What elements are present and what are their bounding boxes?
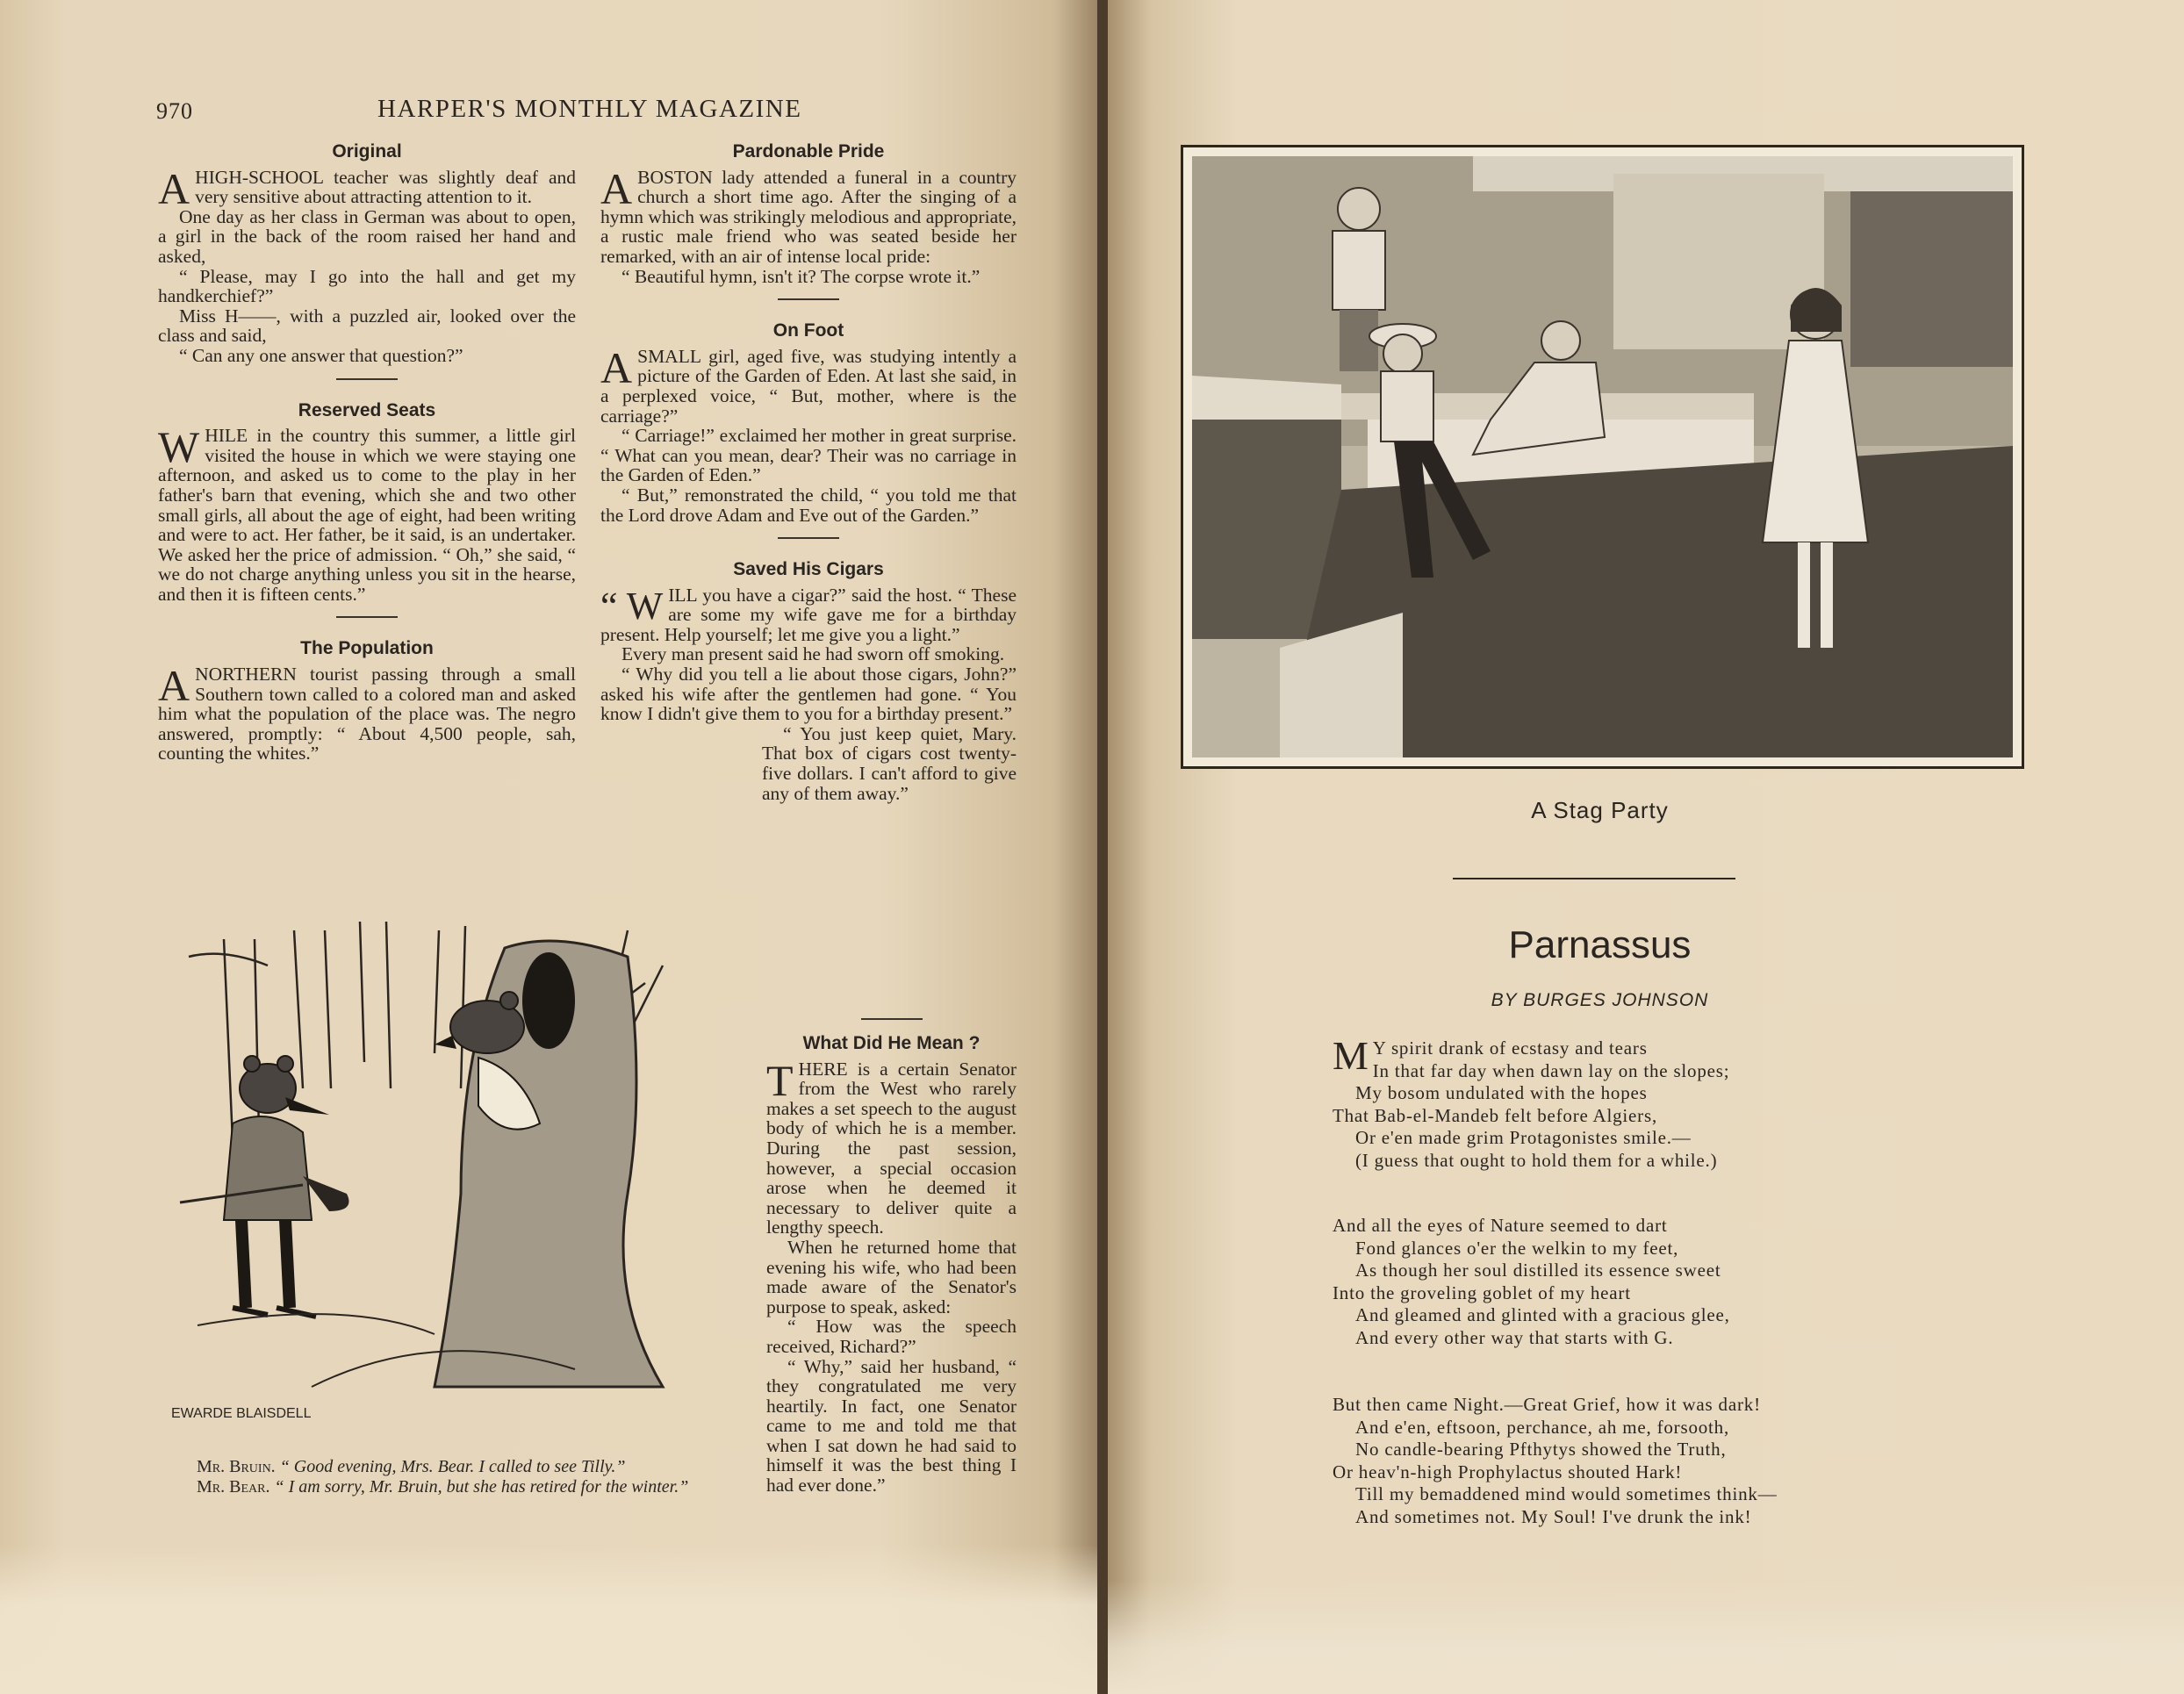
poem-line: As though her soul distilled its essence sweet xyxy=(1355,1260,1721,1281)
article-paragraph: “ But,” remonstrated the child, “ you told me that the Lord drove Adam and Eve out of the Garden.” xyxy=(600,484,1017,526)
mr-bruin-figure xyxy=(180,1056,349,1317)
article-paragraph: “ Please, may I go into the hall and get my handkerchief?” xyxy=(158,265,576,307)
article-title: Pardonable Pride xyxy=(732,141,885,162)
article-text: HIGH-SCHOOL teacher was slightly deaf and very sensitive about attracting attention to it. xyxy=(195,166,576,208)
article-population xyxy=(158,639,576,764)
article-paragraph: “ You just keep quiet, Mary. That box of cigars cost twenty-five dollars. I can't afford to give any of them away.” xyxy=(762,722,1017,804)
article-title: The Population xyxy=(300,638,434,659)
poem-title: Parnassus xyxy=(1508,923,1692,966)
article-paragraph xyxy=(766,1055,1017,1238)
poem-line: And sometimes not. My Soul! I've drunk the ink! xyxy=(1355,1505,1752,1527)
left-column-2 xyxy=(600,142,1017,803)
left-column-1 xyxy=(158,142,576,764)
article-paragraph: When he returned home that evening his wife, who had been made aware of the Senator's purpose to speak, asked: xyxy=(766,1236,1017,1317)
magazine-title: HARPER'S MONTHLY MAGAZINE xyxy=(377,95,802,123)
article-title: Reserved Seats xyxy=(298,399,436,420)
drop-cap: A xyxy=(158,163,190,213)
article-reserved-seats xyxy=(158,401,576,605)
poem-line: And e'en, eftsoon, perchance, ah me, forsooth, xyxy=(1355,1416,1730,1438)
article-paragraph: “ Carriage!” exclaimed her mother in great surprise. “ What can you mean, dear? Their was no carriage in the Garden of Eden.” xyxy=(600,425,1017,486)
dialogue-text: “ Good evening, Mrs. Bear. I called to see Tilly.” xyxy=(279,1457,626,1476)
poem-stanza-2 xyxy=(1333,1215,1947,1349)
article-original xyxy=(158,142,576,366)
article-paragraph: “ Why,” said her husband, “ they congratulated me very heartily. In fact, one Senator came to me and told me that when I sat down he had said to himself it was the best thing I had ever done.” xyxy=(766,1355,1017,1497)
article-saved-cigars xyxy=(600,560,1017,803)
poem-line: But then came Night.—Great Grief, how it was dark! xyxy=(1333,1394,1761,1415)
illustration-caption: A Stag Party xyxy=(1531,797,1669,823)
article-text: NORTHERN tourist passing through a small Southern town called to a colored man and asked him what the population of the place was. The negro answered, promptly: “ About 4,500 people, sah, counting the whites.” xyxy=(158,664,576,764)
caption-line xyxy=(176,1457,720,1477)
article-paragraph xyxy=(600,163,1017,267)
article-what-did-he-mean xyxy=(766,1034,1017,1496)
section-divider xyxy=(1453,878,1735,879)
drop-cap: A xyxy=(600,342,633,392)
article-paragraph: “ How was the speech received, Richard?” xyxy=(766,1316,1017,1357)
article-text: HILE in the country this summer, a little girl visited the house in which we were staying one afternoon, and asked us to come to the play in her father's barn that evening, which she and two other small girls, all about the age of eight, had been writing and were to act. Her father, be it said, is an undertaker. We asked her the price of admission. “ Oh,” she said, “ we do not charge anything unless you sit in the hearse, and then it is fifteen cents.” xyxy=(158,425,576,605)
poem-line: My bosom undulated with the hopes xyxy=(1355,1082,1648,1103)
book-gutter xyxy=(1097,0,1108,1694)
article-text: SMALL girl, aged five, was studying intently a picture of the Garden of Eden. At last she said, in a perplexed voice, “ But, mother, where is the carriage?” xyxy=(600,345,1017,427)
section-divider xyxy=(336,616,398,618)
poem-line: And every other way that starts with G. xyxy=(1355,1326,1674,1348)
drop-cap: W xyxy=(158,422,200,472)
drop-cap: “ W xyxy=(600,584,664,628)
illustration-frame xyxy=(1181,145,2024,769)
section-divider xyxy=(778,298,839,300)
article-paragraph: Miss H——, with a puzzled air, looked over the class and said, xyxy=(158,305,576,347)
poem-line: No candle-bearing Pfthytys showed the Truth, xyxy=(1355,1439,1727,1460)
caption-line xyxy=(176,1477,720,1497)
drop-cap: A xyxy=(600,163,633,213)
running-head xyxy=(156,95,1034,130)
drop-cap: M xyxy=(1333,1033,1369,1078)
poem-stanza-1 xyxy=(1333,1033,1947,1172)
poem-byline: BY BURGES JOHNSON xyxy=(1491,990,1709,1010)
article-title: On Foot xyxy=(772,320,844,341)
article-pardonable-pride xyxy=(600,142,1017,286)
drop-cap: A xyxy=(158,661,190,711)
poem-line: And all the eyes of Nature seemed to dart xyxy=(1333,1215,1668,1236)
article-paragraph xyxy=(158,661,576,764)
article-title: Original xyxy=(332,141,402,162)
article-on-foot xyxy=(600,321,1017,525)
poem-line: Till my bemaddened mind would sometimes think— xyxy=(1355,1483,1778,1504)
article-title: What Did He Mean ? xyxy=(802,1033,981,1053)
poem-line: And gleamed and glinted with a gracious glee, xyxy=(1355,1304,1730,1325)
bear-cartoon-illustration xyxy=(171,913,733,1439)
article-paragraph: “ Can any one answer that question?” xyxy=(179,344,463,366)
poem-line: Y spirit drank of ecstasy and tears xyxy=(1372,1037,1648,1059)
article-title: Saved His Cigars xyxy=(733,559,884,580)
section-divider xyxy=(861,1018,923,1020)
poem-line: Fond glances o'er the welkin to my feet, xyxy=(1355,1237,1679,1259)
article-paragraph: One day as her class in German was about to open, a girl in the back of the room raised her hand and asked, xyxy=(158,205,576,267)
poem-line: Or heav'n-high Prophylactus shouted Hark! xyxy=(1333,1461,1683,1482)
article-text: ILL you have a cigar?” said the host. “ These are some my wife gave me for a birthday present. Help yourself; let me give you a light.” xyxy=(600,584,1017,645)
left-column-2-narrow xyxy=(766,1018,1017,1496)
page-stain xyxy=(0,1545,1097,1694)
poem-line: That Bab-el-Mandeb felt before Algiers, xyxy=(1333,1104,1657,1126)
poem-line: Into the groveling goblet of my heart xyxy=(1333,1281,1631,1303)
article-paragraph: “ Why did you tell a lie about those cigars, John?” asked his wife after the gentlemen had gone. “ You know I didn't give them to you for a birthday present.” xyxy=(600,664,1017,725)
page-number: 970 xyxy=(156,98,193,124)
section-divider xyxy=(778,537,839,539)
article-text: BOSTON lady attended a funeral in a country church a short time ago. After the singing of a hymn which was strikingly melodious and appropriate, a rustic male friend who was seated beside her remarked, with an air of intense local pride: xyxy=(600,166,1017,267)
poem-stanza-3 xyxy=(1333,1394,1947,1528)
speaker-name: Mr. Bruin. xyxy=(197,1457,276,1476)
dialogue-text: “ I am sorry, Mr. Bruin, but she has retired for the winter.” xyxy=(274,1477,689,1497)
article-paragraph xyxy=(600,342,1017,427)
poem-line: (I guess that ought to hold them for a while.) xyxy=(1355,1149,1718,1171)
drop-cap: T xyxy=(766,1055,794,1105)
cartoon-caption xyxy=(176,1457,720,1497)
article-paragraph: Every man present said he had sworn off smoking. xyxy=(621,643,1005,665)
poem-line: In that far day when dawn lay on the slopes; xyxy=(1372,1059,1730,1081)
cartoon-signature: EWARDE BLAISDELL xyxy=(171,1406,312,1421)
article-paragraph xyxy=(158,163,576,213)
section-divider xyxy=(336,378,398,380)
poem-line: Or e'en made grim Protagonistes smile.— xyxy=(1355,1127,1692,1148)
article-paragraph: “ Beautiful hymn, isn't it? The corpse wrote it.” xyxy=(621,265,981,287)
stag-party-illustration xyxy=(1192,156,2013,757)
article-paragraph xyxy=(158,422,576,605)
article-text: HERE is a certain Senator from the West who rarely makes a set speech to the august body of which he is a member. During the past session, however, a special occasion arose when he deemed it necessary to deliver quite a lengthy speech. xyxy=(766,1058,1017,1238)
article-paragraph xyxy=(600,585,1017,645)
speaker-name: Mr. Bear. xyxy=(197,1477,270,1497)
page-stain xyxy=(1108,1580,2184,1694)
